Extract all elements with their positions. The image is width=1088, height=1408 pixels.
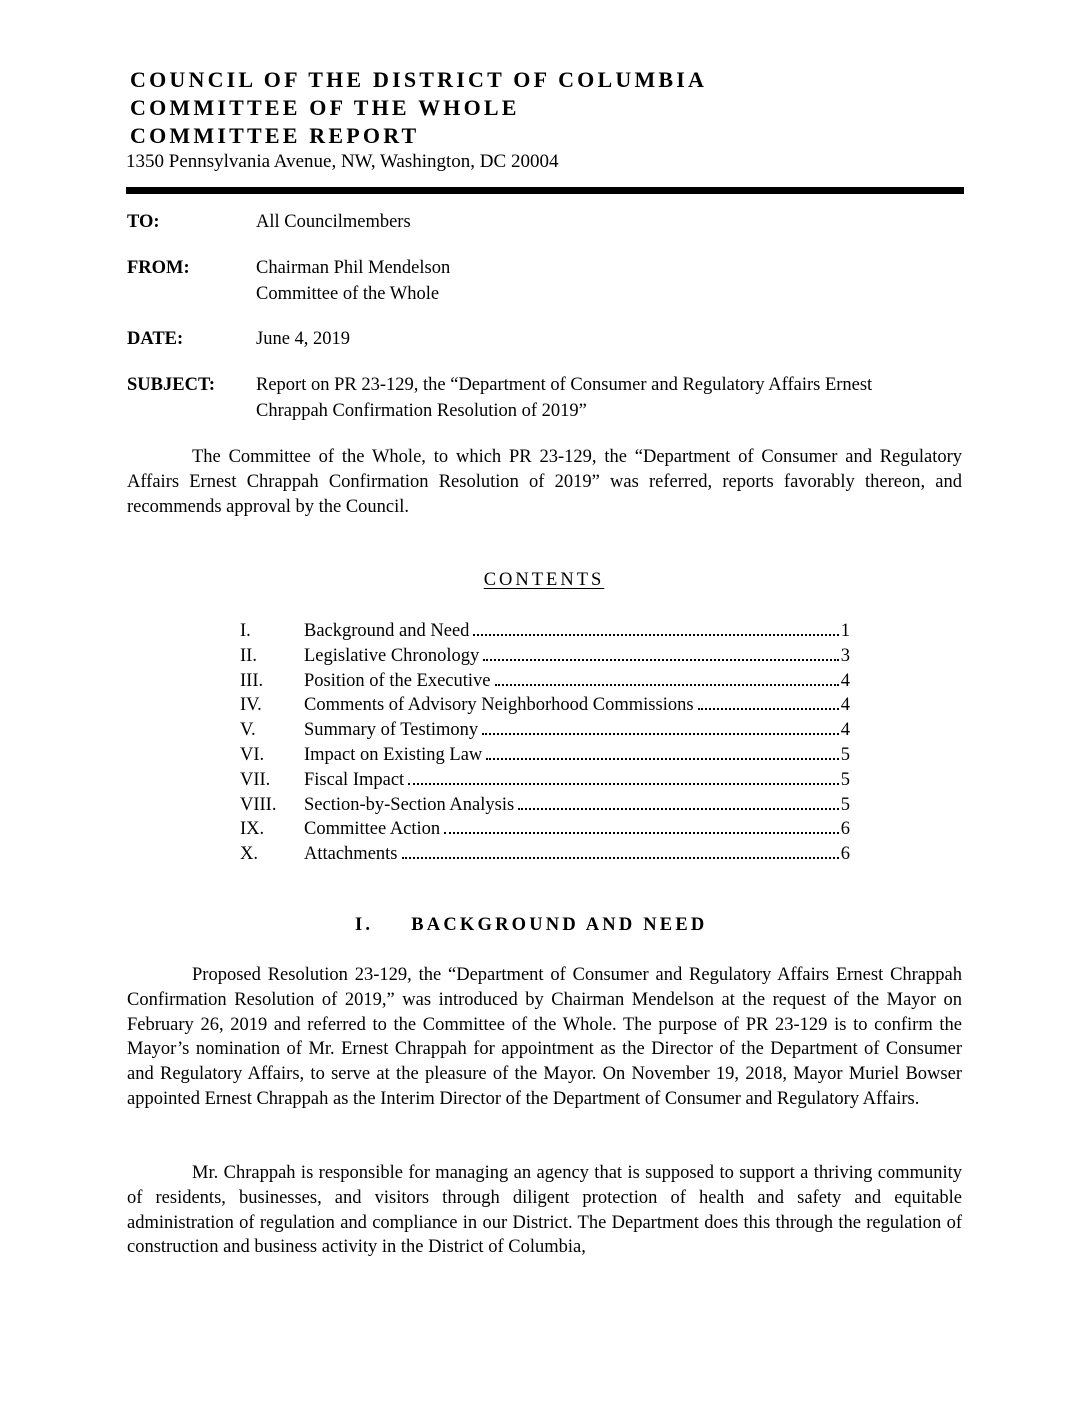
toc-row bbox=[240, 619, 850, 644]
toc-page-number: 5 bbox=[840, 794, 850, 815]
toc-title: Fiscal Impact bbox=[304, 769, 405, 790]
toc-number: VI. bbox=[240, 744, 265, 765]
toc-entry bbox=[304, 669, 850, 694]
toc-page-number: 6 bbox=[840, 844, 850, 865]
toc-leader bbox=[408, 768, 839, 785]
toc-page-number: 5 bbox=[840, 769, 850, 790]
toc-entry bbox=[304, 644, 850, 669]
committee-heading: COMMITTEE OF THE WHOLE bbox=[130, 95, 520, 120]
toc-page-number: 4 bbox=[840, 670, 850, 691]
toc-title: Section-by-Section Analysis bbox=[304, 794, 515, 815]
toc-row bbox=[240, 842, 850, 867]
section-heading bbox=[355, 915, 707, 936]
contents-title-text: CONTENTS bbox=[483, 570, 605, 590]
toc-number: X. bbox=[240, 844, 258, 865]
toc-row bbox=[240, 768, 850, 793]
header-rule bbox=[126, 187, 964, 194]
toc-row bbox=[240, 817, 850, 842]
toc-entry bbox=[304, 619, 850, 644]
toc-row bbox=[240, 793, 850, 818]
memo-from-line1: Chairman Phil Mendelson bbox=[256, 258, 451, 278]
memo-subject-line2: Chrappah Confirmation Resolution of 2019” bbox=[256, 401, 587, 421]
toc-leader bbox=[482, 718, 839, 735]
toc-number: VIII. bbox=[240, 794, 277, 815]
toc-number: VII. bbox=[240, 769, 271, 790]
toc-row bbox=[240, 669, 850, 694]
toc-page-number: 5 bbox=[840, 744, 850, 765]
toc-page-number: 1 bbox=[840, 621, 850, 641]
toc-entry bbox=[304, 718, 850, 743]
memo-to-value: All Councilmembers bbox=[256, 212, 411, 232]
body-paragraph: Mr. Chrappah is responsible for managing an agency that is supposed to support a thriving community of residents, businesses, and visitors through diligent protection of health and safety and equitable administration of regulation and compliance in our District. The Department does this through the regulation of construction and business activity in the District of Columbia, bbox=[127, 1163, 962, 1258]
toc-title: Background and Need bbox=[304, 621, 470, 641]
toc-entry bbox=[304, 817, 850, 842]
body-paragraph: Proposed Resolution 23-129, the “Department of Consumer and Regulatory Affairs Ernest Chrappah Confirmation Resolution of 2019,” was introduced by Chairman Mendelson at the request of the Mayor on February 26, 2019 and referred to the Committee of the Whole. The purpose of PR 23-129 is to confirm the Mayor’s nomination of Mr. Ernest Chrappah for appointment as the Director of the Department of Consumer and Regulatory Affairs, to serve at the pleasure of the Mayor. On November 19, 2018, Mayor Muriel Bowser appointed Ernest Chrappah as the Interim Director of the Department of Consumer and Regulatory Affairs. bbox=[127, 965, 962, 1109]
contents-title bbox=[0, 570, 1088, 591]
toc-page-number: 4 bbox=[840, 720, 850, 741]
memo-date-label: DATE: bbox=[127, 329, 184, 349]
memo-from-line2: Committee of the Whole bbox=[256, 284, 440, 304]
council-heading: COUNCIL OF THE DISTRICT OF COLUMBIA bbox=[130, 67, 708, 92]
section-title: BACKGROUND AND NEED bbox=[411, 915, 708, 935]
toc-title: Legislative Chronology bbox=[304, 645, 480, 666]
toc-leader bbox=[483, 644, 839, 661]
memo-from-label: FROM: bbox=[127, 258, 190, 278]
intro-paragraph: The Committee of the Whole, to which PR 23-129, the “Department of Consumer and Regulatory Affairs Ernest Chrappah Confirmation Resolution of 2019” was referred, reports favorably thereon, and recommends approval by the Council. bbox=[127, 447, 962, 517]
toc-number: III. bbox=[240, 670, 264, 691]
section-number: I. bbox=[355, 915, 374, 935]
toc-row bbox=[240, 743, 850, 768]
toc-entry bbox=[304, 842, 850, 867]
memo-to-label: TO: bbox=[127, 212, 160, 232]
toc-leader bbox=[486, 743, 838, 760]
toc-entry bbox=[304, 693, 850, 718]
toc-leader bbox=[402, 842, 839, 859]
toc-number: IV. bbox=[240, 695, 262, 716]
toc-title: Summary of Testimony bbox=[304, 720, 479, 741]
toc-entry bbox=[304, 743, 850, 768]
toc-entry bbox=[304, 793, 850, 818]
toc-leader bbox=[518, 793, 839, 810]
toc-entry bbox=[304, 768, 850, 793]
table-of-contents bbox=[240, 619, 850, 867]
toc-row bbox=[240, 718, 850, 743]
memo-subject-label: SUBJECT: bbox=[127, 375, 216, 395]
toc-row bbox=[240, 644, 850, 669]
address-line: 1350 Pennsylvania Avenue, NW, Washington, DC 20004 bbox=[126, 151, 559, 172]
toc-number: I. bbox=[240, 621, 251, 641]
toc-title: Committee Action bbox=[304, 819, 441, 840]
toc-page-number: 4 bbox=[840, 695, 850, 716]
toc-number: IX. bbox=[240, 819, 265, 840]
toc-row bbox=[240, 693, 850, 718]
report-heading: COMMITTEE REPORT bbox=[130, 123, 420, 148]
toc-page-number: 6 bbox=[840, 819, 850, 840]
memo-date-value: June 4, 2019 bbox=[256, 329, 351, 349]
toc-title: Attachments bbox=[304, 844, 398, 865]
toc-number: II. bbox=[240, 645, 257, 666]
toc-leader bbox=[698, 693, 839, 710]
toc-title: Comments of Advisory Neighborhood Commissions bbox=[304, 695, 694, 716]
toc-leader bbox=[495, 669, 839, 686]
memo-subject-line1: Report on PR 23-129, the “Department of Consumer and Regulatory Affairs Ernest bbox=[256, 375, 873, 395]
toc-title: Position of the Executive bbox=[304, 670, 491, 691]
toc-leader bbox=[473, 619, 838, 636]
toc-title: Impact on Existing Law bbox=[304, 744, 483, 765]
toc-number: V. bbox=[240, 720, 256, 741]
toc-page-number: 3 bbox=[840, 645, 850, 666]
toc-leader bbox=[444, 817, 839, 834]
